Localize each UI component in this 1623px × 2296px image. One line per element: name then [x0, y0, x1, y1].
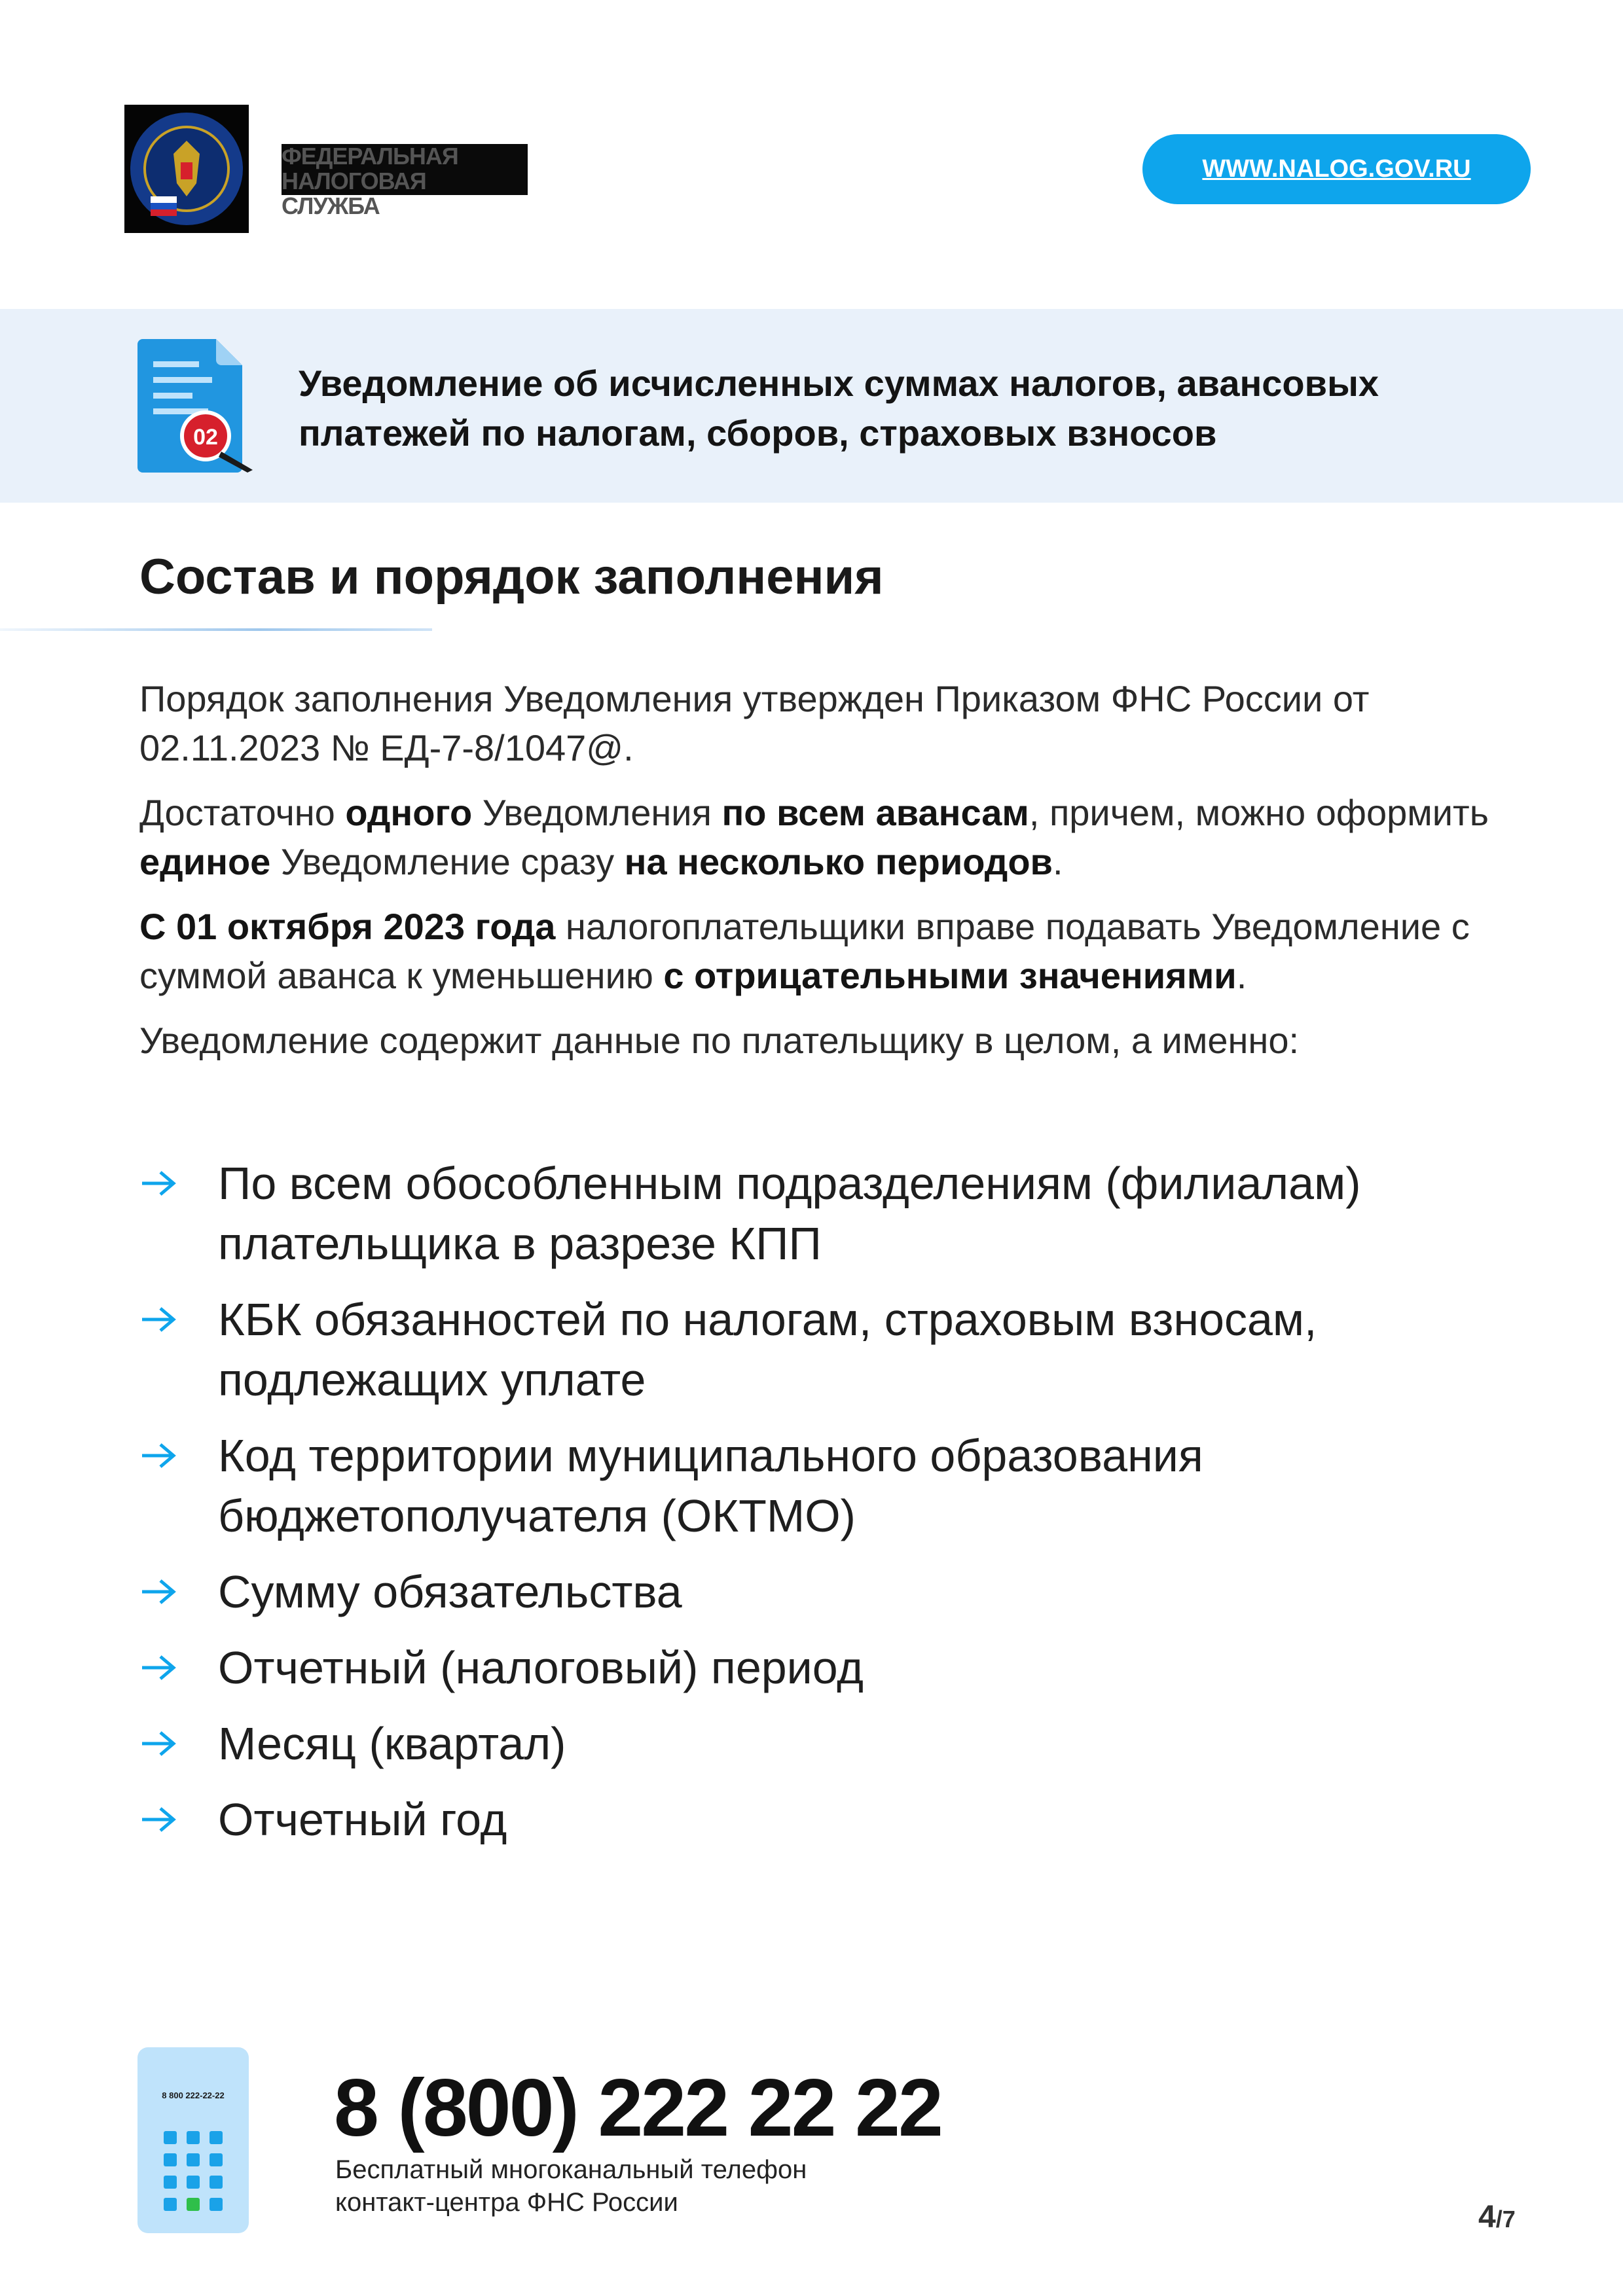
list-item	[139, 1638, 1534, 1698]
list-item-text: Сумму обязательства	[218, 1566, 682, 1617]
text-fragment: .	[1236, 955, 1247, 996]
list-item	[139, 1426, 1534, 1546]
section-title: Состав и порядок заполнения	[139, 549, 884, 605]
bold-fragment: одного	[345, 792, 473, 833]
contents-list	[139, 1153, 1534, 1865]
text-fragment: налогоплательщики вправе подавать Уведомление с суммой аванса к уменьшению	[139, 906, 1470, 996]
list-item	[139, 1289, 1534, 1410]
page-current: 4	[1478, 2200, 1496, 2234]
title-divider	[0, 628, 432, 631]
website-link-button[interactable]: WWW.NALOG.GOV.RU	[1142, 134, 1531, 204]
text-fragment: .	[1052, 841, 1063, 882]
arrow-right-icon	[139, 1653, 179, 1682]
list-item	[139, 1713, 1534, 1774]
arrow-right-icon	[139, 1577, 179, 1606]
fns-emblem-icon	[124, 105, 249, 233]
hotline-caption	[335, 2153, 807, 2219]
text-fragment: Достаточно	[139, 792, 346, 833]
paragraph-contents-intro: Уведомление содержит данные по плательщику в целом, а именно:	[139, 1020, 1300, 1061]
arrow-right-icon	[139, 1305, 179, 1334]
bold-fragment: по всем авансам	[721, 792, 1029, 833]
text-fragment: , причем, можно оформить	[1029, 792, 1489, 833]
list-item-text: КБК обязанностей по налогам, страховым взносам, подлежащих уплате	[218, 1294, 1317, 1405]
paragraph-single-notice	[139, 788, 1534, 886]
bold-fragment: на несколько периодов	[624, 841, 1053, 882]
list-item-text: Отчетный год	[218, 1794, 507, 1845]
fns-logo-wordmark	[282, 143, 528, 219]
hotline-caption-line-1: Бесплатный многоканальный телефон	[335, 2155, 807, 2184]
list-item-text: Месяц (квартал)	[218, 1718, 566, 1769]
hotline-phone-number: 8 (800) 222 22 22	[334, 2063, 941, 2153]
text-fragment: Уведомление сразу	[270, 841, 625, 882]
bold-fragment: с отрицательными значениями	[663, 955, 1237, 996]
logo-line-1: ФЕДЕРАЛЬНАЯ	[282, 143, 458, 170]
list-item	[139, 1789, 1534, 1850]
list-item-text: Отчетный (налоговый) период	[218, 1642, 864, 1693]
document-02-icon	[137, 339, 255, 473]
arrow-right-icon	[139, 1169, 179, 1198]
logo-line-2: НАЛОГОВАЯ СЛУЖБА	[282, 168, 426, 219]
phone-icon-number: 8 800 222-22-22	[162, 2090, 225, 2100]
body-text	[139, 674, 1534, 1081]
list-item-text: Код территории муниципального образования бюджетополучателя (ОКТМО)	[218, 1430, 1203, 1541]
list-item	[139, 1562, 1534, 1622]
bold-fragment: С 01 октября 2023 года	[139, 906, 556, 947]
list-item-text: По всем обособленным подразделениям (филиалам) плательщика в разрезе КПП	[218, 1158, 1361, 1269]
hotline-caption-line-2: контакт-центра ФНС России	[335, 2188, 678, 2217]
arrow-right-icon	[139, 1805, 179, 1834]
list-item	[139, 1153, 1534, 1274]
phone-keypad-icon	[137, 2047, 249, 2233]
arrow-right-icon	[139, 1729, 179, 1758]
paragraph-negative-values	[139, 902, 1534, 1000]
page-number	[1478, 2199, 1516, 2235]
arrow-right-icon	[139, 1441, 179, 1470]
paragraph-order: Порядок заполнения Уведомления утвержден Приказом ФНС России от 02.11.2023 № ЕД-7-8/1047@.	[139, 678, 1370, 768]
document-badge-label: 02	[193, 425, 218, 450]
bold-fragment: единое	[139, 841, 271, 882]
banner-title: Уведомление об исчисленных суммах налогов, авансовых платежей по налогам, сборов, страховых взносов	[299, 363, 1379, 454]
text-fragment: Уведомления	[472, 792, 722, 833]
page-total: /7	[1495, 2206, 1516, 2233]
